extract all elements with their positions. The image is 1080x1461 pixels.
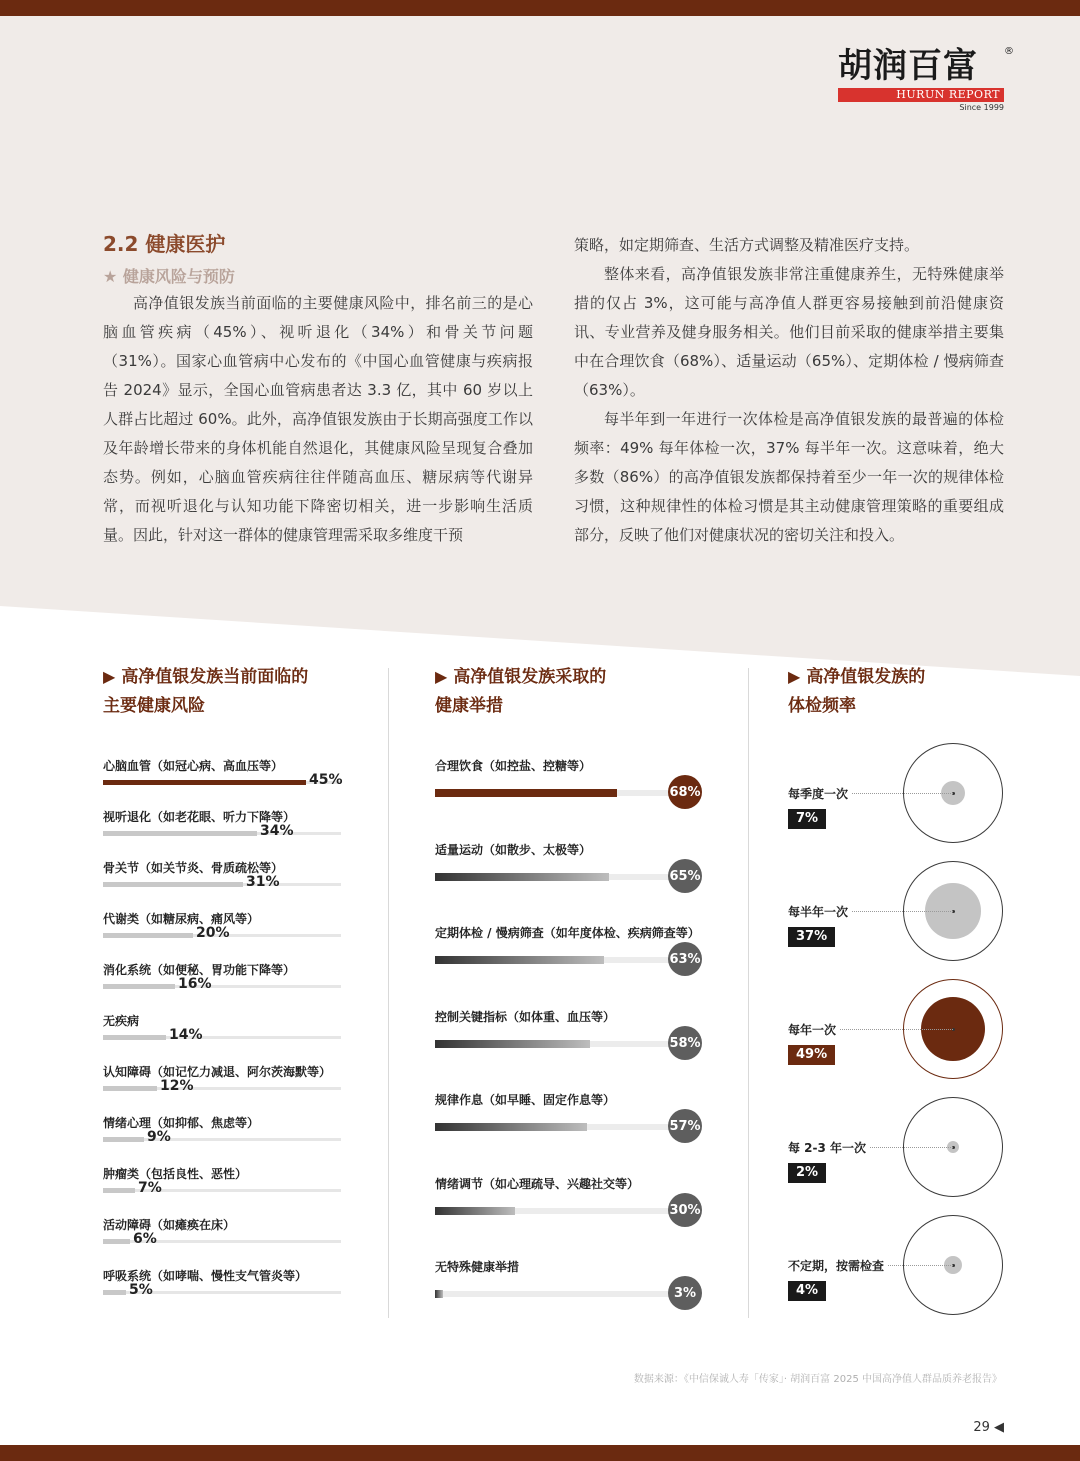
risk-bar-track <box>103 985 341 988</box>
risk-label: 无疾病 <box>103 1014 140 1028</box>
frequency-row <box>788 1097 1008 1201</box>
risk-bar <box>103 780 306 785</box>
play-triangle-icon: ▶ <box>788 667 801 686</box>
paragraph: 策略，如定期筛查、生活方式调整及精准医疗支持。 <box>574 236 920 254</box>
risk-row <box>103 1165 343 1216</box>
risks-panel-title <box>103 662 308 721</box>
measure-label: 控制关键指标（如体重、血压等） <box>435 1010 616 1024</box>
title-line: 主要健康风险 <box>103 696 205 716</box>
risk-value-label: 31% <box>246 874 280 890</box>
measure-bar <box>435 1290 443 1298</box>
logo-english: HURUN REPORT <box>838 88 1004 102</box>
measure-row <box>435 757 705 837</box>
frequency-label: 每季度一次 <box>788 785 851 802</box>
frequency-row <box>788 861 1008 965</box>
title-line: 高净值银发族采取的 <box>453 667 607 687</box>
frequency-value-badge: 37% <box>788 927 835 947</box>
risk-bar <box>103 1137 144 1142</box>
risk-bar-track <box>103 832 341 835</box>
measure-label: 合理饮食（如控盐、控糖等） <box>435 759 592 773</box>
frequency-label: 不定期，按需检查 <box>788 1257 887 1274</box>
hurun-logo <box>838 46 1014 112</box>
risk-bar <box>103 984 175 989</box>
measure-bar-track <box>435 1041 685 1047</box>
risk-row <box>103 961 343 1012</box>
risk-value-label: 12% <box>160 1078 194 1094</box>
measure-row <box>435 1008 705 1088</box>
paragraph: 每半年到一年进行一次体检是高净值银发族的最普遍的体检频率：49% 每年体检一次，37% 每半年一次。这意味着，绝大多数（86%）的高净值银发族都保持着至少一年一次的规律体检习惯，这种规律性的体检习惯是其主动健康管理策略的重要组成部分，反映了他们对健康状况的密切关注和投入。 <box>574 410 1004 544</box>
measure-bar <box>435 1207 515 1215</box>
risk-value-label: 45% <box>309 772 343 788</box>
measure-bar-track <box>435 1291 685 1297</box>
risk-label: 代谢类（如糖尿病、痛风等） <box>103 912 260 926</box>
logo-registered-mark: ® <box>1004 46 1014 57</box>
risk-row <box>103 1267 343 1318</box>
risk-bar <box>103 1188 135 1193</box>
measure-row <box>435 1258 705 1338</box>
panel-divider <box>388 668 389 1318</box>
measure-row <box>435 924 705 1004</box>
risk-value-label: 5% <box>129 1282 153 1298</box>
risk-bar <box>103 1290 126 1295</box>
measure-label: 定期体检 / 慢病筛查（如年度体检、疾病筛查等） <box>435 926 700 940</box>
frequency-label: 每年一次 <box>788 1021 839 1038</box>
risk-row <box>103 1114 343 1165</box>
frequency-value-badge: 49% <box>788 1045 835 1065</box>
risk-row <box>103 757 343 808</box>
measure-bar <box>435 1040 590 1048</box>
measure-bar <box>435 1123 587 1131</box>
frequency-value-badge: 7% <box>788 809 826 829</box>
risk-value-label: 9% <box>147 1129 171 1145</box>
risk-bar-track <box>103 883 341 886</box>
risk-bar <box>103 831 257 836</box>
title-line: 高净值银发族的 <box>806 667 926 687</box>
paragraph: 整体来看，高净值银发族非常注重健康养生，无特殊健康举措的仅占 3%，这可能与高净值人群更容易接触到前沿健康资讯、专业营养及健身服务相关。他们目前采取的健康举措主要集中在合理饮食（68%）、适量运动（65%）、定期体检 / 慢病筛查（63%）。 <box>574 265 1004 399</box>
frequency-row <box>788 1215 1008 1319</box>
logo-since: Since 1999 <box>959 103 1004 112</box>
paragraph: 高净值银发族当前面临的主要健康风险中，排名前三的是心脑血管疾病（45%）、视听退化（34%）和骨关节问题（31%）。国家心血管病中心发布的《中国心血管健康与疾病报告 2024》显示，全国心血管病患者达 3.3 亿，其中 60 岁以上人群占比超过 60%。此外，高净值银发族由于长期高强度工作以及年龄增长带来的身体机能自然退化，其健康风险呈现复合叠加态势。例如，心脑血管疾病往往伴随高血压、糖尿病等代谢异常，而视听退化与认知功能下降密切相关，进一步影响生活质量。因此，针对这一群体的健康管理需采取多维度干预 <box>103 294 533 544</box>
risk-bar <box>103 1239 130 1244</box>
title-line: 高净值银发族当前面临的 <box>121 667 309 687</box>
risk-bar-track <box>103 1087 341 1090</box>
bottom-bar <box>0 1445 1080 1461</box>
body-column-left <box>103 289 533 550</box>
frequency-label: 每 2-3 年一次 <box>788 1139 869 1156</box>
frequency-row <box>788 979 1008 1083</box>
risk-label: 消化系统（如便秘、胃功能下降等） <box>103 963 296 977</box>
risk-value-label: 34% <box>260 823 294 839</box>
measure-label: 情绪调节（如心理疏导、兴趣社交等） <box>435 1177 640 1191</box>
risk-row <box>103 1216 343 1267</box>
frequency-value-badge: 4% <box>788 1281 826 1301</box>
risk-label: 心脑血管（如冠心病、高血压等） <box>103 759 284 773</box>
risk-bar <box>103 1035 166 1040</box>
logo-chinese: 胡润百富 <box>838 46 978 86</box>
risk-row <box>103 859 343 910</box>
measure-bar-track <box>435 874 685 880</box>
measure-row <box>435 1091 705 1171</box>
measure-label: 适量运动（如散步、太极等） <box>435 843 592 857</box>
risk-row <box>103 910 343 961</box>
play-triangle-icon: ▶ <box>435 667 448 686</box>
frequency-row <box>788 743 1008 847</box>
measure-value-badge: 58% <box>668 1026 702 1060</box>
risk-bar-track <box>103 1138 341 1141</box>
title-line: 体检频率 <box>788 696 856 716</box>
section-subtitle: ★ 健康风险与预防 <box>103 267 235 286</box>
data-source: 数据来源：《中信保诚人寿「传家」· 胡润百富 2025 中国高净值人群品质养老报告》 <box>633 1374 1002 1385</box>
risk-row <box>103 808 343 859</box>
risk-label: 认知障碍（如记忆力减退、阿尔茨海默等） <box>103 1065 332 1079</box>
panel-divider <box>748 668 749 1318</box>
frequency-value-badge: 2% <box>788 1163 826 1183</box>
measure-bar <box>435 956 604 964</box>
risk-bar-track <box>103 1036 341 1039</box>
risk-label: 活动障碍（如瘫痪在床） <box>103 1218 236 1232</box>
measure-bar-track <box>435 1208 685 1214</box>
risk-row <box>103 1012 343 1063</box>
risk-value-label: 7% <box>138 1180 162 1196</box>
measure-bar-track <box>435 957 685 963</box>
risk-bar <box>103 1086 157 1091</box>
measure-label: 规律作息（如早睡、固定作息等） <box>435 1093 616 1107</box>
risk-value-label: 20% <box>196 925 230 941</box>
measure-value-badge: 57% <box>668 1109 702 1143</box>
risk-label: 情绪心理（如抑郁、焦虑等） <box>103 1116 260 1130</box>
risk-bar <box>103 933 193 938</box>
measure-row <box>435 1175 705 1255</box>
title-line: 健康举措 <box>435 696 503 716</box>
measure-bar-track <box>435 790 685 796</box>
measure-row <box>435 841 705 921</box>
body-column-right <box>574 231 1004 550</box>
measure-value-badge: 68% <box>668 775 702 809</box>
measures-panel-title <box>435 662 606 721</box>
measure-value-badge: 3% <box>668 1276 702 1310</box>
measure-value-badge: 63% <box>668 942 702 976</box>
risk-value-label: 14% <box>169 1027 203 1043</box>
measure-value-badge: 30% <box>668 1193 702 1227</box>
play-triangle-icon: ▶ <box>103 667 116 686</box>
risk-value-label: 6% <box>133 1231 157 1247</box>
measure-bar <box>435 873 609 881</box>
risk-label: 骨关节（如关节炎、骨质疏松等） <box>103 861 284 875</box>
risk-value-label: 16% <box>178 976 212 992</box>
frequency-label: 每半年一次 <box>788 903 851 920</box>
top-bar <box>0 0 1080 16</box>
measure-bar-track <box>435 1124 685 1130</box>
section-title: 2.2 健康医护 <box>103 232 226 256</box>
page-number: 29 ◀ <box>973 1420 1004 1435</box>
measure-bar <box>435 789 617 797</box>
risk-bar <box>103 882 243 887</box>
risk-row <box>103 1063 343 1114</box>
frequency-panel-title <box>788 662 925 721</box>
measure-value-badge: 65% <box>668 859 702 893</box>
risk-bar-track <box>103 781 341 784</box>
measure-label: 无特殊健康举措 <box>435 1260 520 1274</box>
risk-label: 呼吸系统（如哮喘、慢性支气管炎等） <box>103 1269 308 1283</box>
risk-label: 视听退化（如老花眼、听力下降等） <box>103 810 296 824</box>
risk-label: 肿瘤类（包括良性、恶性） <box>103 1167 248 1181</box>
